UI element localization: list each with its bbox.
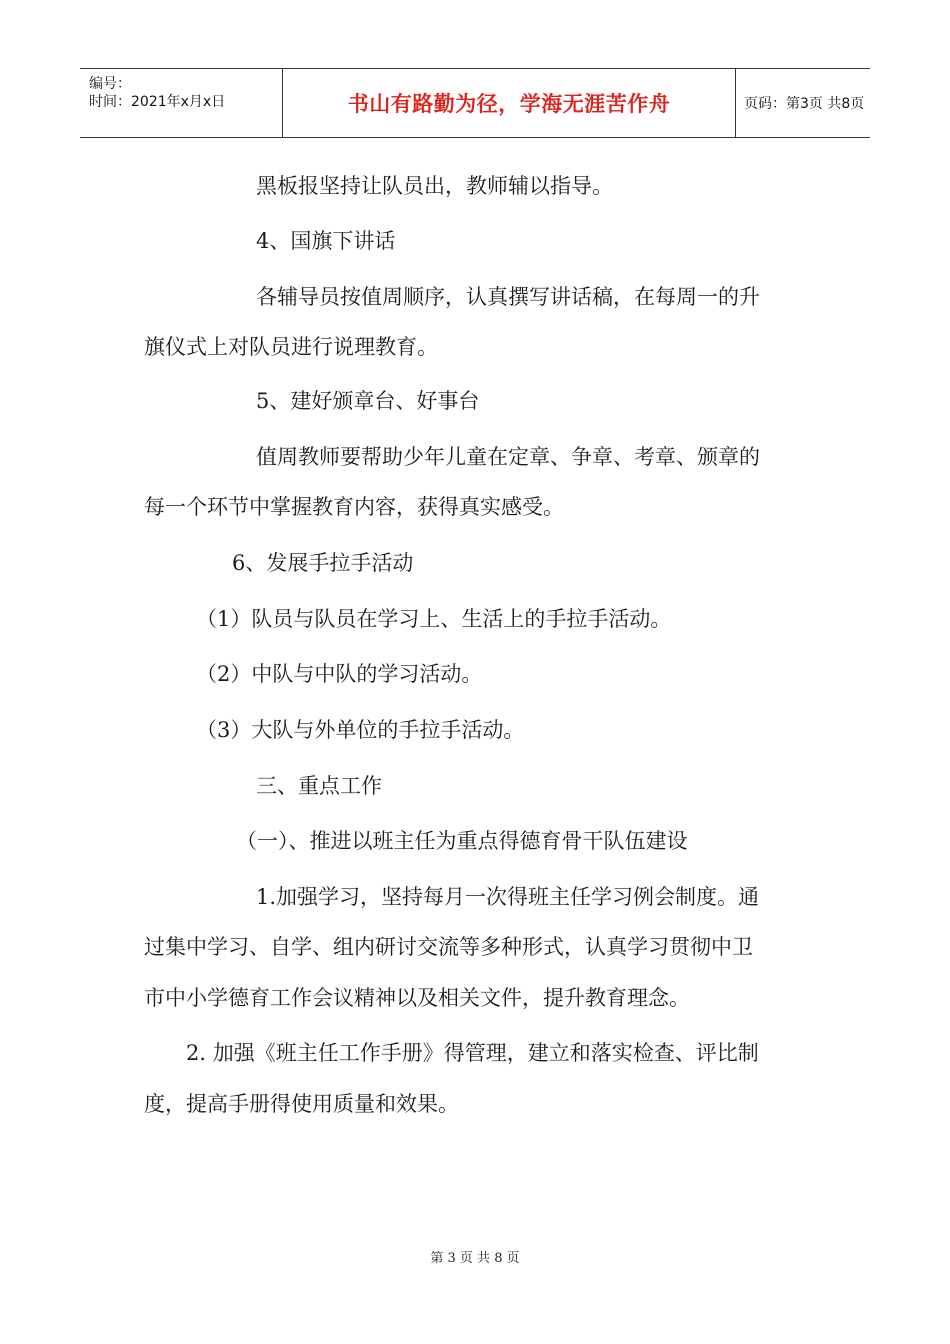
- header-motto: 书山有路勤为径，学海无涯苦作舟: [347, 92, 671, 116]
- header-meta-cell: [80, 69, 282, 137]
- body-line: 旗仪式上对队员进行说理教育。: [144, 335, 438, 359]
- document-number-label: 编号：: [89, 76, 131, 92]
- body-line: 过集中学习、自学、组内研讨交流等多种形式，认真学习贯彻中卫: [144, 935, 753, 959]
- document-date-label: 时间：2021年x月x日: [89, 94, 226, 110]
- page-header: [80, 68, 870, 138]
- body-line: 每一个环节中掌握教育内容，获得真实感受。: [144, 495, 564, 519]
- page-footer: [0, 1247, 950, 1266]
- header-page-code: 页码：第3页 共8页: [744, 96, 865, 112]
- body-line: 2. 加强《班主任工作手册》得管理，建立和落实检查、评比制: [186, 1041, 759, 1065]
- section-heading: 4、国旗下讲话: [256, 229, 396, 253]
- header-page-cell: [735, 69, 870, 137]
- body-line: 1.加强学习，坚持每月一次得班主任学习例会制度。通: [256, 885, 760, 909]
- body-line: 黑板报坚持让队员出，教师辅以指导。: [256, 174, 613, 198]
- body-line: 各辅导员按值周顺序，认真撰写讲话稿，在每周一的升: [256, 285, 760, 309]
- header-motto-cell: [282, 69, 736, 137]
- body-line: 度，提高手册得使用质量和效果。: [144, 1092, 459, 1116]
- section-heading: 三、重点工作: [256, 774, 382, 798]
- subsection-heading: （一）、推进以班主任为重点得德育骨干队伍建设: [236, 829, 688, 853]
- body-line: 市中小学德育工作会议精神以及相关文件，提升教育理念。: [144, 986, 690, 1010]
- list-item: （3）大队与外单位的手拉手活动。: [196, 718, 525, 742]
- body-line: 值周教师要帮助少年儿童在定章、争章、考章、颁章的: [256, 445, 760, 469]
- section-heading: 6、发展手拉手活动: [232, 551, 414, 575]
- section-heading: 5、建好颁章台、好事台: [256, 389, 480, 413]
- footer-page-number: 第 3 页 共 8 页: [430, 1251, 520, 1266]
- list-item: （2）中队与中队的学习活动。: [196, 662, 483, 686]
- list-item: （1）队员与队员在学习上、生活上的手拉手活动。: [196, 607, 672, 631]
